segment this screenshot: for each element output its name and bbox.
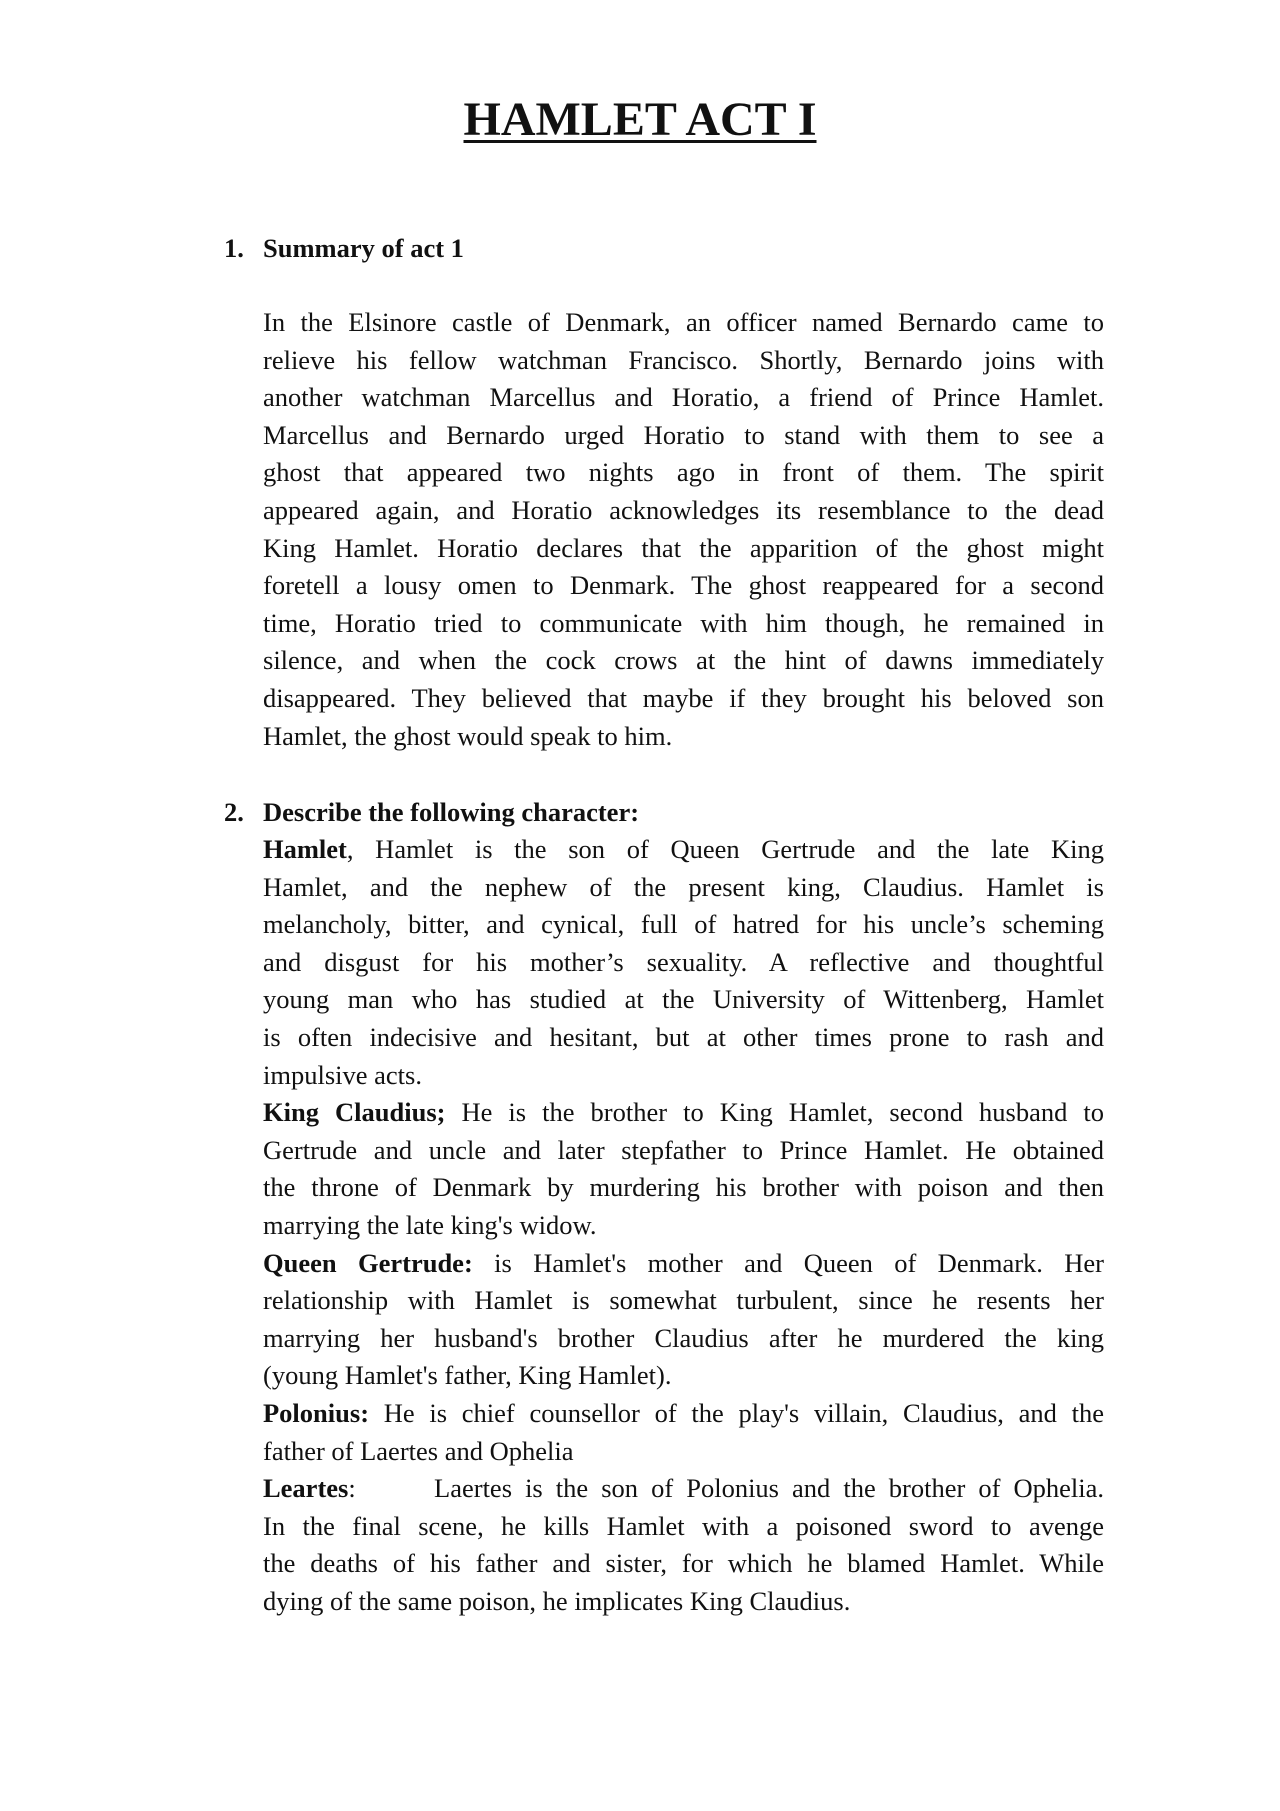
section-title: Describe the following character: <box>263 797 640 827</box>
character-name: Leartes <box>263 1473 349 1504</box>
character-entry <box>263 1094 1104 1244</box>
summary-paragraph <box>263 304 1104 755</box>
character-entry <box>263 1470 1104 1620</box>
text-line: Hamlet, and the nephew of the present king, Claudius. Hamlet is <box>263 871 1104 902</box>
text-line: disappeared. They believed that maybe if they brought his beloved son <box>263 682 1104 713</box>
character-name: Queen Gertrude: <box>263 1247 473 1278</box>
text-line: In the Elsinore castle of Denmark, an officer named Bernardo came to <box>263 307 1104 337</box>
text-line: impulsive acts. <box>263 1059 422 1090</box>
character-description: He is chief counsellor of the play's villain, Claudius, and the <box>369 1397 1104 1428</box>
text-line: silence, and when the cock crows at the hint of dawns immediately <box>263 645 1104 676</box>
text-line: Hamlet, the ghost would speak to him. <box>263 720 673 751</box>
section-number: 2. <box>224 797 244 827</box>
text-line: King Hamlet. Horatio declares that the apparition of the ghost might <box>263 532 1104 563</box>
text-line: relieve his fellow watchman Francisco. Shortly, Bernardo joins with <box>263 344 1104 375</box>
text-line: the deaths of his father and sister, for which he blamed Hamlet. While <box>263 1548 1104 1579</box>
text-line: In the final scene, he kills Hamlet with a poisoned sword to avenge <box>263 1510 1104 1541</box>
character-entry <box>263 831 1104 1094</box>
text-line: the throne of Denmark by murdering his brother with poison and then <box>263 1172 1104 1203</box>
section-summary <box>224 229 1104 755</box>
text-line: Gertrude and uncle and later stepfather to Prince Hamlet. He obtained <box>263 1134 1104 1165</box>
text-line: (young Hamlet's father, King Hamlet). <box>263 1360 672 1391</box>
text-line: father of Laertes and Ophelia <box>263 1435 574 1466</box>
text-line: marrying her husband's brother Claudius after he murdered the king <box>263 1322 1104 1353</box>
text-line: marrying the late king's widow. <box>263 1209 597 1240</box>
text-line <box>263 1245 1104 1283</box>
character-name: Hamlet <box>263 834 347 864</box>
text-line: appeared again, and Horatio acknowledges its resemblance to the dead <box>263 494 1104 525</box>
text-line: time, Horatio tried to communicate with him though, he remained in <box>263 607 1104 638</box>
text-line: melancholy, bitter, and cynical, full of hatred for his uncle’s scheming <box>263 909 1104 940</box>
text-line: is often indecisive and hesitant, but at other times prone to rash and <box>263 1021 1104 1052</box>
text-line: ghost that appeared two nights ago in front of them. The spirit <box>263 457 1104 488</box>
character-description: He is the brother to King Hamlet, second husband to <box>445 1097 1105 1128</box>
section-number: 1. <box>224 233 244 263</box>
text-line <box>263 1395 1104 1433</box>
text-line: another watchman Marcellus and Horatio, a friend of Prince Hamlet. <box>263 382 1104 413</box>
text-line: foretell a lousy omen to Denmark. The ghost reappeared for a second <box>263 570 1104 601</box>
character-entry <box>263 1395 1104 1470</box>
text-line: Marcellus and Bernardo urged Horatio to stand with them to see a <box>263 419 1104 450</box>
text-line <box>263 1094 1104 1132</box>
character-name: King Claudius; <box>263 1097 446 1128</box>
text-line: relationship with Hamlet is somewhat turbulent, since he resents her <box>263 1285 1104 1316</box>
character-list <box>263 831 1104 1620</box>
character-description: : Laertes is the son of Polonius and the brother of Ophelia. <box>348 1473 1104 1504</box>
text-line: dying of the same poison, he implicates King Claudius. <box>263 1585 851 1616</box>
section-characters <box>224 793 1104 1620</box>
section-heading <box>224 793 1104 831</box>
character-description: is Hamlet's mother and Queen of Denmark. Her <box>472 1247 1104 1278</box>
text-line <box>263 1470 1104 1508</box>
section-heading <box>224 229 1104 267</box>
character-entry <box>263 1245 1104 1395</box>
text-line <box>263 831 1104 869</box>
section-title: Summary of act 1 <box>263 233 464 263</box>
document-title: HAMLET ACT I <box>463 93 817 146</box>
character-name: Polonius: <box>263 1397 370 1428</box>
text-line: young man who has studied at the University of Wittenberg, Hamlet <box>263 984 1104 1015</box>
character-description: , Hamlet is the son of Queen Gertrude and the late King <box>346 834 1104 864</box>
text-line: and disgust for his mother’s sexuality. A reflective and thoughtful <box>263 946 1104 977</box>
